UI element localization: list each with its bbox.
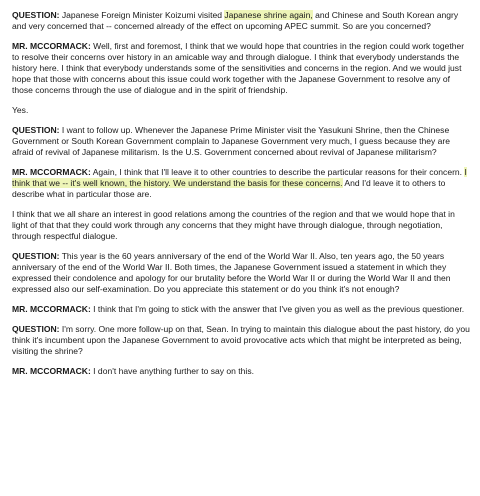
highlighted-text: Japanese shrine again, (224, 10, 313, 20)
paragraph-question-4 (12, 324, 470, 357)
speaker-label: MR. MCCORMACK: (12, 366, 91, 376)
paragraph-answer-4 (12, 366, 470, 377)
speaker-label: MR. MCCORMACK: (12, 304, 91, 314)
paragraph-answer-3 (12, 304, 470, 315)
highlighted-text: I think that we -- it's well known, the history. We understand the basis for these concerns. (12, 167, 467, 188)
paragraph-text: I want to follow up. Whenever the Japanese Prime Minister visit the Yasukuni Shrine, then the Chinese Government or South Korean Government complain to Japanese Government very much, I guess because they are afraid of revival of Japanese militarism. Is the U.S. Government concerned about revival of Japanese militarism? (12, 125, 451, 157)
paragraph-text: And I'd leave it to others to describe what in particular those are. (12, 178, 446, 199)
paragraph-text: I don't have anything further to say on this. (90, 366, 254, 376)
paragraph-text: Again, I think that I'll leave it to other countries to describe the particular reasons for their concern. (90, 167, 465, 177)
speaker-label: MR. MCCORMACK: (12, 41, 91, 51)
paragraph-question-1 (12, 10, 470, 32)
speaker-label: QUESTION: (12, 125, 60, 135)
paragraph-text: I'm sorry. One more follow-up on that, Sean. In trying to maintain this dialogue about the past history, do you think it's incumbent upon the Japanese Government to avoid provocative acts which that might be interpreted as being, visiting the shrine? (12, 324, 470, 356)
paragraph-text: This year is the 60 years anniversary of the end of the World War II. Also, ten years ago, the 50 years anniversary of the end of the World War II. Both times, the Japanese Government issued a statement in which they expressed their condolence and apology for our brutality before the World War II or during the World War II and then expressed also our self-examination. Do you appreciate this statement or do you think it's not enough? (12, 251, 451, 294)
paragraph-question-2 (12, 125, 470, 158)
paragraph-text: I think that I'm going to stick with the answer that I've given you as well as the previous questioner. (90, 304, 465, 314)
paragraph-text: Yes. (12, 105, 29, 115)
speaker-label: MR. MCCORMACK: (12, 167, 91, 177)
paragraph-answer-2 (12, 167, 470, 200)
paragraph-text: Japanese Foreign Minister Koizumi visited (59, 10, 225, 20)
speaker-label: QUESTION: (12, 251, 60, 261)
paragraph-answer-1-cont (12, 105, 470, 116)
paragraph-question-3 (12, 251, 470, 295)
paragraph-text: and Chinese and South Korean angry and very concerned that -- concerned already of the effect on upcoming APEC summit. So are you concerned? (12, 10, 459, 31)
paragraph-answer-2-cont (12, 209, 470, 242)
paragraph-text: I think that we all share an interest in good relations among the countries of the region and that we would hope that in light of that that they could work through any concerns that they might have through dialogue, through negotiation, through respectful dialogue. (12, 209, 455, 241)
speaker-label: QUESTION: (12, 10, 60, 20)
speaker-label: QUESTION: (12, 324, 60, 334)
paragraph-answer-1 (12, 41, 470, 96)
paragraph-text: Well, first and foremost, I think that we would hope that countries in the region could work together to resolve their concerns over history in an amicable way and through dialogue. I think that everybody understands the history here. I think that everybody understands some of the sensitivities and concerns in the region. And we would just hope that those with concerns about this issue could work together with the Japanese Government to resolve any of those concerns through the use of dialogue and in the spirit of friendship. (12, 41, 465, 95)
